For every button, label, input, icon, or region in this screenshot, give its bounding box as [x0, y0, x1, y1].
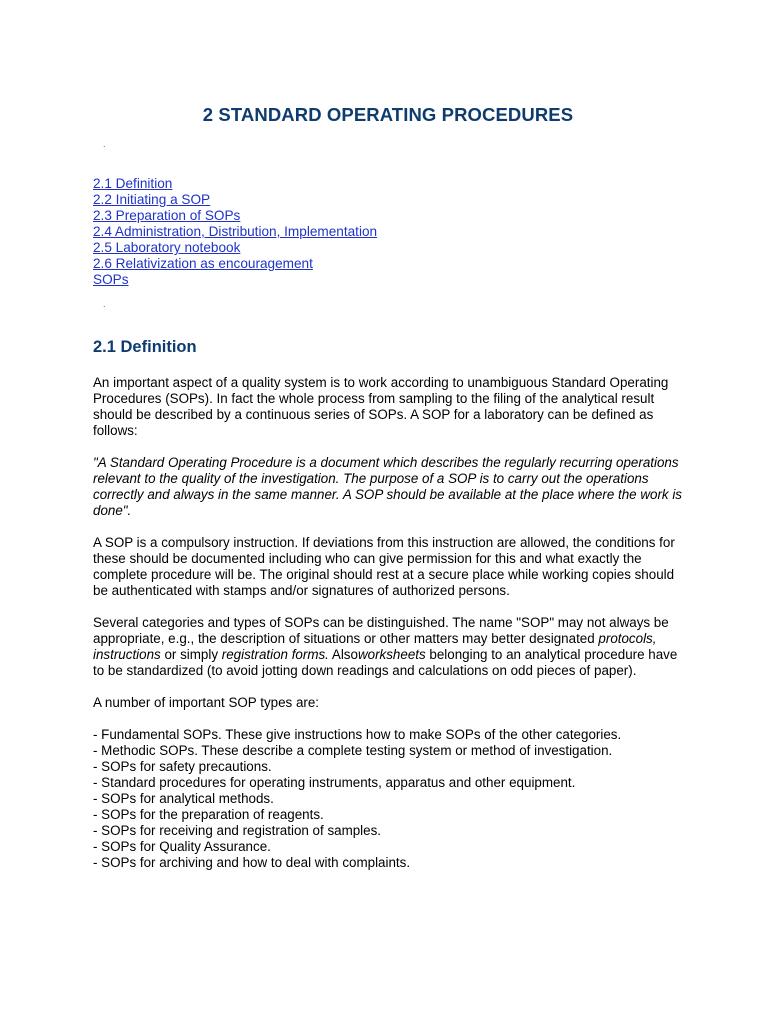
text-run: or simply: [160, 647, 222, 662]
paragraph-types-intro: A number of important SOP types are:: [93, 695, 320, 710]
toc-item: [93, 256, 377, 272]
toc-link-administration[interactable]: 2.4 Administration, Distribution, Implementation: [93, 224, 378, 239]
emphasis-registration: registration forms.: [221, 647, 329, 662]
list-item: - SOPs for archiving and how to deal with complaints.: [93, 855, 411, 870]
toc-item: [93, 192, 377, 208]
section-heading: 2.1 Definition: [93, 338, 197, 356]
table-of-contents: [93, 176, 377, 288]
list-item: - SOPs for Quality Assurance.: [93, 839, 271, 854]
emphasis-protocols: protocols, instructions: [93, 631, 657, 662]
paragraph-quote: "A Standard Operating Procedure is a document which describes the regularly recurring operations relevant to the quality of the investigation. The purpose of a SOP is to carry out the operations correctly and always in the same manner. A SOP should be available at the place where the work is done".: [93, 455, 682, 518]
toc-link-definition[interactable]: 2.1 Definition: [93, 176, 173, 191]
list-item: - SOPs for receiving and registration of samples.: [93, 823, 382, 838]
spacer-dot: .: [103, 299, 106, 309]
toc-item: [93, 224, 377, 240]
toc-item: [93, 240, 377, 256]
list-item: - SOPs for safety precautions.: [93, 759, 272, 774]
paragraph-compulsory: A SOP is a compulsory instruction. If deviations from this instruction are allowed, the conditions for these should be documented including who can give permission for this and what exactly the complete procedure will be. The original should rest at a secure place while working copies should be authenticated with stamps and/or signatures of authorized persons.: [93, 535, 675, 598]
paragraph-intro: An important aspect of a quality system is to work according to unambiguous Standard Operating Procedures (SOPs). In fact the whole process from sampling to the filing of the analytical result should be described by a continuous series of SOPs. A SOP for a laboratory can be defined as follows:: [93, 375, 669, 438]
toc-link-initiating[interactable]: 2.2 Initiating a SOP: [93, 192, 211, 207]
toc-item: [93, 272, 377, 288]
list-item: - Methodic SOPs. These describe a complete testing system or method of investigation.: [93, 743, 613, 758]
paragraph-categories: [93, 615, 683, 679]
toc-link-preparation[interactable]: 2.3 Preparation of SOPs: [93, 208, 241, 223]
list-item: - SOPs for analytical methods.: [93, 791, 274, 806]
text-run: belonging to an analytical procedure have to be standardized (to avoid jotting down readings and calculations on odd pieces of paper).: [93, 647, 678, 678]
toc-link-notebook[interactable]: 2.5 Laboratory notebook: [93, 240, 241, 255]
toc-item: [93, 176, 377, 192]
list-item: - SOPs for the preparation of reagents.: [93, 807, 324, 822]
spacer-dot: .: [103, 139, 106, 149]
list-item: - Fundamental SOPs. These give instructions how to make SOPs of the other categories.: [93, 727, 622, 742]
toc-link-sops[interactable]: SOPs: [93, 272, 129, 287]
text-run: Also: [328, 647, 358, 662]
toc-item: [93, 208, 377, 224]
list-item: - Standard procedures for operating instruments, apparatus and other equipment.: [93, 775, 576, 790]
text-run: Several categories and types of SOPs can be distinguished. The name "SOP" may not always be appropriate, e.g., the description of situations or other matters may better designated: [93, 615, 669, 646]
toc-link-relativization[interactable]: 2.6 Relativization as encouragement: [93, 256, 313, 271]
section-body: [93, 375, 683, 871]
emphasis-worksheets: worksheets: [357, 647, 426, 662]
sop-types-list: [93, 727, 683, 871]
page-title: 2 STANDARD OPERATING PROCEDURES: [202, 104, 574, 125]
